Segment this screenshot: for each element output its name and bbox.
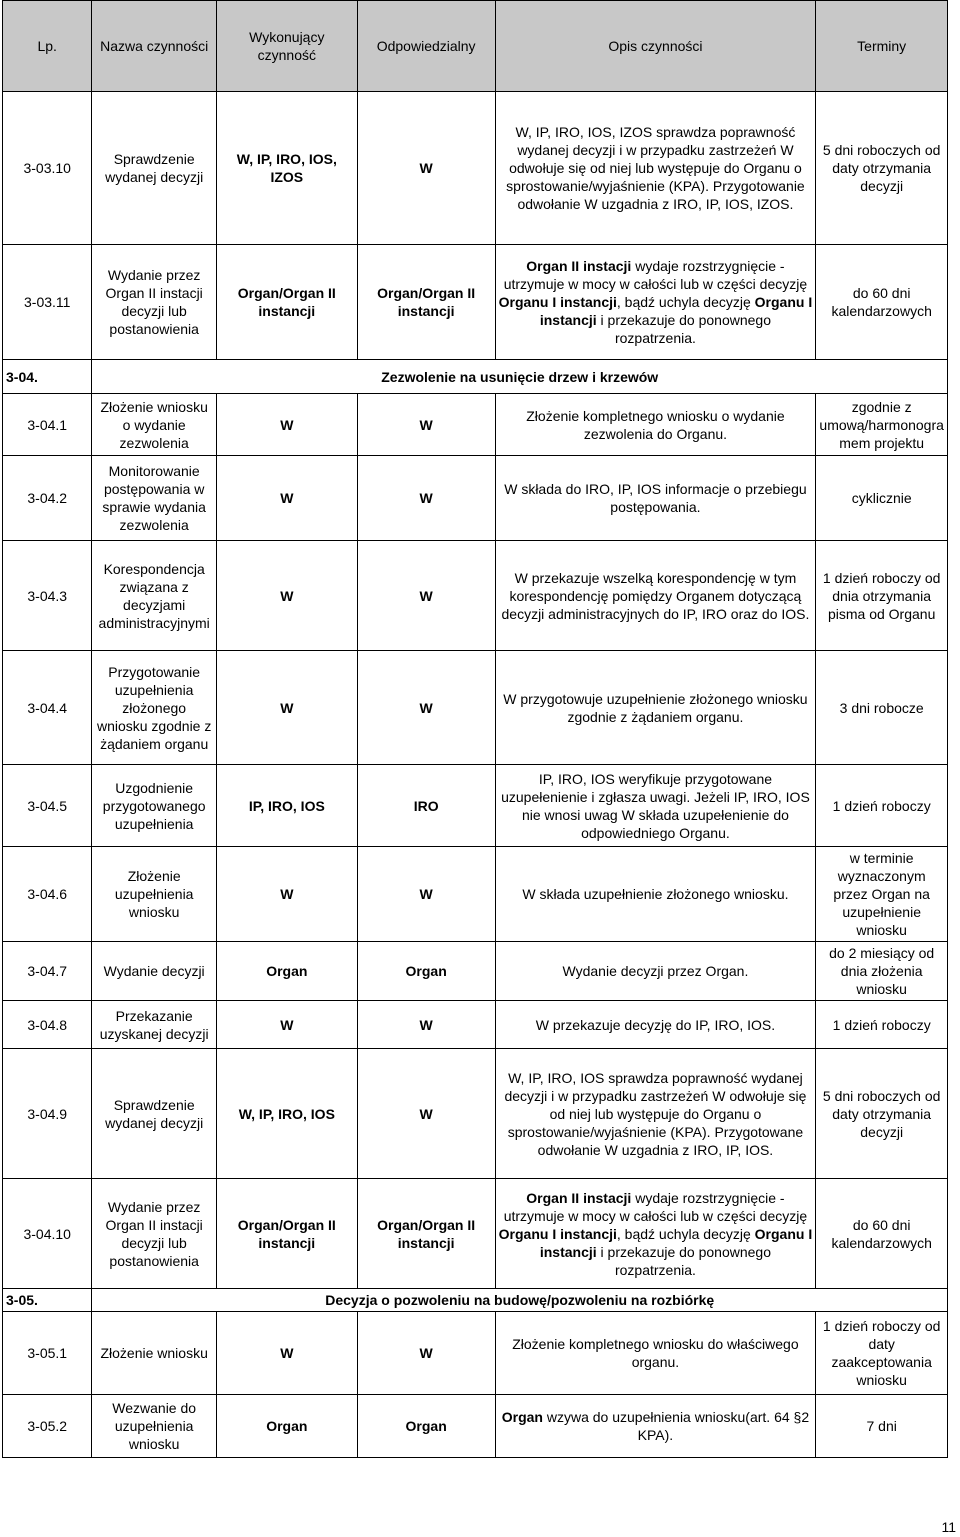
- row-responsible: IRO: [357, 765, 495, 847]
- description-part: wydaje rozstrzygnięcie - utrzymuje w mocy w całości lub w części decyzję: [503, 258, 808, 292]
- row-lp: 3-05.2: [3, 1395, 92, 1458]
- table-row: [3, 942, 948, 1001]
- row-responsible: W: [357, 541, 495, 651]
- description-bold: Organu I instancji: [498, 1225, 617, 1242]
- row-name: Sprawdzenie wydanej decyzji: [92, 1049, 216, 1179]
- row-deadline: cyklicznie: [816, 456, 948, 541]
- row-deadline: 7 dni: [816, 1395, 948, 1458]
- table-row: [3, 847, 948, 942]
- table-row: [3, 394, 948, 456]
- row-responsible: W: [357, 456, 495, 541]
- row-description: [495, 1179, 816, 1289]
- table-row: [3, 1001, 948, 1049]
- row-lp: 3-04.7: [3, 942, 92, 1001]
- row-responsible: Organ/Organ II instancji: [357, 245, 495, 360]
- row-deadline: 5 dni roboczych od daty otrzymania decyzji: [816, 92, 948, 245]
- header-lp: Lp.: [3, 1, 92, 92]
- description-part: , bądź uchyla decyzję: [616, 294, 751, 310]
- description-part: , bądź uchyla decyzję: [616, 1225, 751, 1242]
- table-row: [3, 651, 948, 765]
- row-responsible: W: [357, 394, 495, 456]
- row-description: W przygotowuje uzupełnienie złożonego wniosku zgodnie z żądaniem organu.: [495, 651, 816, 765]
- row-description: Wydanie decyzji przez Organ.: [495, 942, 816, 1001]
- table-header-row: [3, 1, 948, 92]
- row-responsible: W: [357, 92, 495, 245]
- row-lp: 3-04.9: [3, 1049, 92, 1179]
- row-executor: W: [216, 847, 357, 942]
- row-name: Monitorowanie postępowania w sprawie wydania zezwolenia: [92, 456, 216, 541]
- header-responsible: Odpowiedzialny: [357, 1, 495, 92]
- row-executor: W, IP, IRO, IOS, IZOS: [216, 92, 357, 245]
- description-part: Przygotowane odwołanie W uzgadnia z IRO, IP, IOS.: [537, 1123, 804, 1158]
- header-name: Nazwa czynności: [92, 1, 216, 92]
- table-row: [3, 1179, 948, 1289]
- row-description: W składa uzupełnienie złożonego wniosku.: [495, 847, 816, 942]
- row-lp: 3-03.11: [3, 245, 92, 360]
- header-description: Opis czynności: [495, 1, 816, 92]
- description-bold: Organu I instancji: [539, 1225, 813, 1260]
- row-deadline: do 2 miesiący od dnia złożenia wniosku: [816, 942, 948, 1001]
- row-name: Złożenie wniosku o wydanie zezwolenia: [92, 394, 216, 456]
- table-row: [3, 92, 948, 245]
- row-lp: 3-04.3: [3, 541, 92, 651]
- section-title: Zezwolenie na usunięcie drzew i krzewów: [92, 360, 948, 394]
- page-number: 11: [941, 1519, 956, 1535]
- row-description: [495, 92, 816, 245]
- row-executor: W: [216, 651, 357, 765]
- table-row: [3, 1312, 948, 1395]
- row-lp: 3-04.1: [3, 394, 92, 456]
- row-name: Korespondencja związana z decyzjami administracyjnymi: [92, 541, 216, 651]
- row-name: Wezwanie do uzupełnienia wniosku: [92, 1395, 216, 1458]
- row-description: IP, IRO, IOS weryfikuje przygotowane uzupełenienie i zgłasza uwagi. Jeżeli IP, IRO, IOS nie wnosi uwag W składa uzupełenienie do odpowiedniego Organu.: [495, 765, 816, 847]
- row-description: W przekazuje wszelką korespondencję w tym korespondencję pomiędzy Organem dotyczącą decyzji administracyjnych do IP, IRO oraz do IOS.: [495, 541, 816, 651]
- description-part: wydaje rozstrzygnięcie - utrzymuje w mocy w całości lub w części decyzję: [503, 1189, 808, 1224]
- row-executor: W: [216, 394, 357, 456]
- header-executor: Wykonujący czynność: [216, 1, 357, 92]
- row-name: Złożenie wniosku: [92, 1312, 216, 1395]
- row-responsible: W: [357, 847, 495, 942]
- row-name: Złożenie uzupełnienia wniosku: [92, 847, 216, 942]
- row-name: Przygotowanie uzupełnienia złożonego wniosku zgodnie z żądaniem organu: [92, 651, 216, 765]
- row-responsible: Organ/Organ II instancji: [357, 1179, 495, 1289]
- header-deadline: Terminy: [816, 1, 948, 92]
- row-executor: W: [216, 1312, 357, 1395]
- row-executor: W: [216, 541, 357, 651]
- row-executor: IP, IRO, IOS: [216, 765, 357, 847]
- row-responsible: Organ: [357, 1395, 495, 1458]
- row-description: [495, 1395, 816, 1458]
- row-responsible: W: [357, 651, 495, 765]
- row-lp: 3-05.1: [3, 1312, 92, 1395]
- row-description: [495, 245, 816, 360]
- description-part: wzywa do uzupełnienia wniosku(art. 64 §2 KPA).: [546, 1409, 810, 1443]
- row-deadline: 1 dzień roboczy: [816, 1001, 948, 1049]
- row-name: Przekazanie uzyskanej decyzji: [92, 1001, 216, 1049]
- row-responsible: Organ: [357, 942, 495, 1001]
- row-deadline: 1 dzień roboczy od daty zaakceptowania wniosku: [816, 1312, 948, 1395]
- table-row: [3, 245, 948, 360]
- row-executor: Organ: [216, 1395, 357, 1458]
- table-row: [3, 1049, 948, 1179]
- row-executor: Organ/Organ II instancji: [216, 1179, 357, 1289]
- row-description: W przekazuje decyzję do IP, IRO, IOS.: [495, 1001, 816, 1049]
- table-row: [3, 456, 948, 541]
- table-row: [3, 765, 948, 847]
- row-name: Wydanie decyzji: [92, 942, 216, 1001]
- row-lp: 3-03.10: [3, 92, 92, 245]
- row-deadline: do 60 dni kalendarzowych: [816, 245, 948, 360]
- row-deadline: 3 dni robocze: [816, 651, 948, 765]
- row-executor: W: [216, 456, 357, 541]
- section-number: 3-05.: [3, 1289, 92, 1312]
- row-name: Sprawdzenie wydanej decyzji: [92, 92, 216, 245]
- row-description: W składa do IRO, IP, IOS informacje o przebiegu postępowania.: [495, 456, 816, 541]
- description-part: i przekazuje do ponownego rozpatrzenia.: [600, 1243, 772, 1278]
- description-bold: Organu I instancji: [539, 294, 813, 328]
- row-executor: Organ: [216, 942, 357, 1001]
- row-lp: 3-04.10: [3, 1179, 92, 1289]
- row-deadline: 1 dzień roboczy: [816, 765, 948, 847]
- section-title: Decyzja o pozwoleniu na budowę/pozwoleniu na rozbiórkę: [92, 1289, 948, 1312]
- table-row: [3, 1395, 948, 1458]
- description-bold: Organ II instacji: [526, 258, 632, 274]
- row-description: Złożenie kompletnego wniosku do właściwego organu.: [495, 1312, 816, 1395]
- section-number: 3-04.: [3, 360, 92, 394]
- row-executor: W, IP, IRO, IOS: [216, 1049, 357, 1179]
- row-deadline: zgodnie z umową/harmonogramem projektu: [816, 394, 948, 456]
- row-lp: 3-04.5: [3, 765, 92, 847]
- row-deadline: 5 dni roboczych od daty otrzymania decyzji: [816, 1049, 948, 1179]
- description-bold: Organ II instacji: [526, 1189, 632, 1206]
- description-part: Przygotowanie odwołanie W uzgadnia z IRO, IP, IOS, IZOS.: [517, 178, 805, 212]
- row-responsible: W: [357, 1049, 495, 1179]
- row-name: Uzgodnienie przygotowanego uzupełnienia: [92, 765, 216, 847]
- description-part: W, IP, IRO, IOS sprawdza poprawność wydanej decyzji i w przypadku zastrzeżeń W odwołuje się od niej lub występuje do Organu o sprostowanie/wyjaśnienie (KPA).: [504, 1069, 807, 1140]
- description-part: W, IP, IRO, IOS, IZOS sprawdza poprawność wydanej decyzji i w przypadku zastrzeżeń W odwołuje się od niej lub występuje do Organu o sprostowanie/wyjaśnienie (KPA).: [506, 124, 802, 194]
- row-description: Złożenie kompletnego wniosku o wydanie zezwolenia do Organu.: [495, 394, 816, 456]
- row-description: [495, 1049, 816, 1179]
- row-lp: 3-04.2: [3, 456, 92, 541]
- row-name: Wydanie przez Organ II instacji decyzji lub postanowienia: [92, 1179, 216, 1289]
- description-bold: Organu I instancji: [498, 294, 617, 310]
- row-deadline: 1 dzień roboczy od dnia otrzymania pisma od Organu: [816, 541, 948, 651]
- section-row: [3, 1289, 948, 1312]
- description-bold: Organ: [501, 1409, 543, 1425]
- row-executor: Organ/Organ II instancji: [216, 245, 357, 360]
- row-name: Wydanie przez Organ II instacji decyzji lub postanowienia: [92, 245, 216, 360]
- row-lp: 3-04.6: [3, 847, 92, 942]
- table-row: [3, 541, 948, 651]
- row-responsible: W: [357, 1312, 495, 1395]
- procedure-table: [2, 0, 948, 1458]
- row-deadline: w terminie wyznaczonym przez Organ na uzupełnienie wniosku: [816, 847, 948, 942]
- row-deadline: do 60 dni kalendarzowych: [816, 1179, 948, 1289]
- row-lp: 3-04.8: [3, 1001, 92, 1049]
- description-part: i przekazuje do ponownego rozpatrzenia.: [600, 312, 772, 346]
- row-executor: W: [216, 1001, 357, 1049]
- row-lp: 3-04.4: [3, 651, 92, 765]
- row-responsible: W: [357, 1001, 495, 1049]
- section-row: [3, 360, 948, 394]
